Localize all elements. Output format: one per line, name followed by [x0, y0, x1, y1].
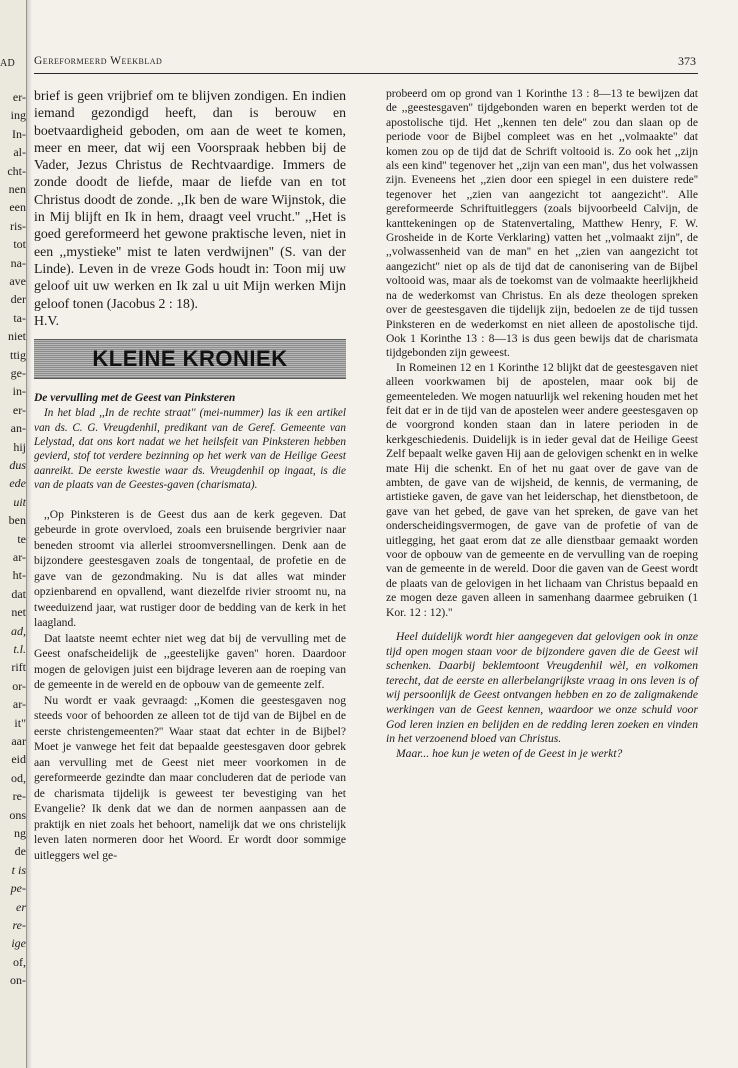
previous-page-line-fragment: hij — [13, 439, 26, 454]
previous-page-line-fragment: re- — [12, 789, 26, 804]
continued-paragraph: brief is geen vrijbrief om te blijven zondigen. En indien iemand gezondigd heeft, dan is berouw en boetvaardigheid geboden, om aan de weet te komen, meer en meer, dat wij een Voorspraak hebben bij de Vader, Jezus Christus de Rechtvaardige. Immers de zonde doodt de liefde, maar de liefde van en tot Christus doodt de zonde. ,,Ik ben de ware Wijnstok, die in Mij blijft en Ik in hem, draagt veel vrucht.'' ,,Het is goed gereformeerd het gewone praktische leven, niet in een ,,mystieke'' mist te laten verdwijnen'' (S. van der Linde). Leven in de vreze Gods houdt in: Toon mij uw geloof uit uw werken en Ik zal u uit Mijn werken Mijn geloof tonen (Jacobus 2 : 18). — [34, 88, 346, 311]
previous-page-line-fragment: niet — [8, 329, 26, 344]
previous-page-line-fragment: of, — [13, 954, 26, 969]
section-banner — [34, 339, 346, 379]
previous-page-line-fragment: or- — [12, 678, 26, 693]
previous-page-line-fragment: nen — [8, 182, 26, 196]
previous-page-line-fragment: rift — [11, 660, 26, 675]
article-paragraph: In Romeinen 12 en 1 Korinthe 12 blijkt dat de geestesgaven niet alleen voorkwamen bij de apostelen, maar ook bij de gemeenteleden. We mogen natuurlijk wel rekening houden met het feit dat er in de tijd van de apostelen weer andere geestesgaven op de voorgrond konden staan dan in latere perioden in de kerkgeschiedenis. Duidelijk is in ieder geval dat de Heilige Geest Zelf bepaalt welke gaven Hij aan de gelovigen schenkt en in welke mate Hij die schenkt. En of het nu gaat over de gave van de ambten, de gave van de wijsheid, de kennis, de vermaning, de artistieke gaven, de gave van het leiderschap, het dienstbetoon, de gave van het gebed, de gave van het spreken, de gave van het onderscheidingsvermogen, de gave van de profetie of van de uitlegging, het gaat erom dat ze alle dienstbaar gemaakt worden voor de opbouw van de gemeente en de vervulling van de roeping van de gemeente in de wereld. Door die gaven van de Geest wordt de plaats van de gelovigen in het lichaam van Christus bepaald en ze mogen deze gaven alleen in samenhang daarmee gebruiken (1 Kor. 12 : 12).'' — [386, 360, 698, 619]
previous-page-line-fragment: od, — [11, 770, 26, 785]
article-subheading: De vervulling met de Geest van Pinksteren — [34, 392, 236, 405]
previous-page-line-fragment: dat — [11, 586, 26, 601]
section-title: KLEINE KRONIEK — [92, 346, 288, 372]
previous-page-line-fragment: ben — [8, 513, 26, 528]
right-column — [386, 87, 698, 761]
previous-page-line-fragment: ons — [9, 807, 26, 822]
article-paragraph: probeerd om op grond van 1 Korinthe 13 : 8—13 te bewijzen dat de ,,geestesgaven'' tijdgebonden waren en beperkt werden tot de apostolische tijd. Het ,,kennen ten dele'' zou dan slaan op de periode voor de Bijbel compleet was en het ,,volmaakte'' dat komen zou op de tijd dat de Schrift voltooid is. Zo ook het ,,zijn als een kind'' tegenover het ,,zijn van een man'', dus het volwassen zijn. Eveneens het ,,zien door een spiegel in een duistere rede'' tegenover het ,,zien van aangezicht tot aangezicht''. Alle gereformeerde Schriftuitleggers (zoals bijvoorbeeld Calvijn, de kanttekeningen op de Statenvertaling, Matthew Henry, F. W. Grosheide in de Korte Verklaring) vatten het ,,volmaakt zijn'', de ,,volwassenheid van de man'' en het ,,zien van aangezicht tot aangezicht'' niet op als de tijd dat de canonisering van de Bijbel voltooid was, maar als de toekomst van de volmaakte heerlijkheid na de wederkomst van Christus. En als deze theologen spreken over de geestesgaven die tijdelijk zijn, bedoelen ze de tijd tussen Pinksteren en de wederkomst en niet alleen de apostolische tijd. Ook 1 Korinthe 13 : 8—13 is dus geen bewijs dat de charismata tijdgebonden zijn geweest. — [386, 87, 698, 360]
previous-page-line-fragment: er- — [12, 90, 26, 104]
left-column — [34, 87, 346, 863]
previous-page-line-fragment: ris- — [10, 218, 26, 233]
previous-page-line-fragment: re- — [12, 918, 26, 932]
article-paragraph: ,,Op Pinksteren is de Geest dus aan de kerk gegeven. Dat gebeurde in grote overvloed, zoals een bruisende bergrivier naar beneden stroomt via allerlei stroomversnellingen. Denk aan de bijzondere geestesgaven zoals de tongentaal, de profetie en de gave van de gezondmaking. Nu is dat alles wat minder opzienbarend en opvallend, want diezelfde rivier stroomt nu, na tweeduizend jaar, wat rustiger door de bedding van de kerk in het laagland. — [34, 507, 346, 630]
previous-page-header-fragment: AD — [0, 58, 16, 69]
page-header — [34, 53, 698, 74]
previous-page-line-fragment: t is — [11, 862, 26, 877]
binding-shadow — [26, 0, 32, 1068]
previous-page-line-fragment: ht- — [12, 568, 26, 583]
article-paragraph: Dat laatste neemt echter niet weg dat bij de vervulling met de Geest onafscheidelijk de ,,geestelijke gaven'' horen. Daardoor mogen de gelovigen juist een bijdrage leveren aan de roeping van de gemeente in de wereld en de opbouw van de gemeente zelf. — [34, 631, 346, 692]
previous-page-line-fragment: er — [16, 899, 26, 914]
previous-page-line-fragment: ad, — [11, 623, 26, 638]
previous-page-line-fragment: al- — [13, 145, 26, 160]
closing-question: Maar... hoe kun je weten of de Geest in je werkt? — [396, 746, 623, 760]
article-paragraph: Nu wordt er vaak gevraagd: ,,Komen die geestesgaven nog steeds voor of behoorden ze alleen tot de tijd van de Bijbel en de eerste christengemeenten?'' Waar staat dat echter in de Bijbel? Moet je vanwege het feit dat bepaalde geestesgaven door gebrek aan vervulling met de Geest niet meer voorkomen in de gereformeerde gezindte dan maar concluderen dat de periode van de charismata tijdelijk is geweest ter bevestiging van het Evangelie? Ik denk dat we dan de normen aanpassen aan de praktijk en niet zoals het behoort, namelijk dat we ons christelijk leven laten normeren door het Woord. Er wordt door sommige uitleggers wel ge- — [34, 693, 346, 862]
previous-page-line-fragment: it" — [14, 715, 26, 730]
previous-page-line-fragment: net — [11, 605, 26, 620]
previous-page-line-fragment: ing — [10, 108, 26, 123]
previous-page-line-fragment: ave — [9, 274, 26, 288]
previous-page-line-fragment: ge- — [10, 366, 26, 380]
previous-page-edge — [0, 0, 27, 1068]
previous-page-line-fragment: on- — [10, 973, 26, 988]
previous-page-line-fragment: tot — [13, 237, 26, 252]
previous-page-line-fragment: ar- — [12, 550, 26, 564]
page-number: 373 — [678, 54, 696, 68]
previous-page-line-fragment: dus — [9, 458, 26, 472]
article-intro: In het blad ,,In de rechte straat'' (mei-nummer) las ik een artikel van ds. C. G. Vreugdenhil, predikant van de Geref. Gemeente van Lelystad, dat ons kort nadat we het heilsfeit van Pinksteren hebben gevierd, stof tot verdere bezinning op het werk van de Heilige Geest aanreikt. De eerste kwestie waar ds. Vreugdenhil op ingaat, is die van de plaats van de Geestes-gaven (charismata). — [34, 407, 346, 492]
previous-page-line-fragment: an- — [10, 421, 26, 436]
author-signature: H.V. — [34, 312, 60, 328]
previous-page-line-fragment: ige — [11, 936, 26, 951]
previous-page-line-fragment: de — [14, 844, 26, 859]
previous-page-line-fragment: ttig — [9, 347, 26, 362]
previous-page-line-fragment: ede — [9, 476, 26, 491]
previous-page-line-fragment: cht- — [7, 163, 26, 178]
previous-page-line-fragment: eid — [11, 752, 26, 767]
running-title: Gereformeerd Weekblad — [34, 55, 163, 67]
previous-page-line-fragment: ng — [14, 826, 26, 840]
previous-page-line-fragment: te — [17, 531, 26, 546]
previous-page-line-fragment: een — [9, 200, 26, 215]
previous-page-line-fragment: In- — [12, 126, 26, 141]
previous-page-line-fragment: t.l. — [13, 642, 26, 656]
previous-page-line-fragment: uit — [13, 494, 26, 509]
previous-page-line-fragment: aar — [11, 734, 26, 748]
previous-page-line-fragment: pe- — [10, 881, 26, 896]
previous-page-line-fragment: ar- — [12, 697, 26, 712]
previous-page-line-fragment: ta- — [13, 310, 26, 325]
editor-commentary: Heel duidelijk wordt hier aangegeven dat gelovigen ook in onze tijd open mogen staan voor de bijzondere gaven die de Geest wil schenken. Daarbij beklemtoont Vreugdenhil wèl, en volkomen terecht, dat de eerste en allerbelangrijkste vraag in ons leven is of wij persoonlijk de Geest ontvangen hebben en zo de zaligmakende werkingen van de Geest kennen, waardoor we onze schuld voor God leren inzien en belijden en de redding leren zoeken en vinden in het verzoenend bloed van Christus. — [386, 630, 698, 746]
previous-page-line-fragment: in- — [12, 384, 26, 399]
previous-page-line-fragment: der — [10, 292, 26, 307]
previous-page-line-fragment: er- — [12, 402, 26, 417]
previous-page-line-fragment: na- — [10, 255, 26, 270]
